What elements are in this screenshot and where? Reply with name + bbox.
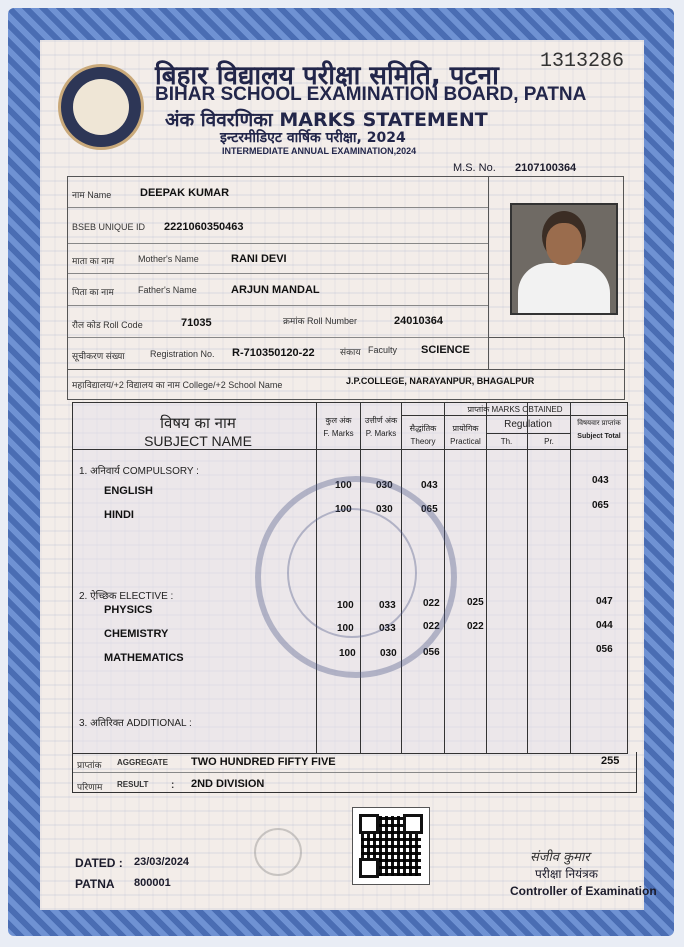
student-photo <box>510 203 618 315</box>
subject-english: ENGLISH <box>104 485 153 497</box>
mother-label-hindi: माता का नाम <box>72 256 115 266</box>
place-label: PATNA <box>75 877 115 891</box>
ms-no-label: M.S. No. <box>453 162 496 174</box>
aggregate-label-hindi: प्राप्तांक <box>77 760 102 770</box>
physics-total: 047 <box>596 596 613 607</box>
result-value: 2ND DIVISION <box>191 778 265 790</box>
mathematics-theory: 056 <box>423 647 440 658</box>
registration-label-english: Registration No. <box>150 349 215 359</box>
result-label-english: RESULT <box>117 780 149 789</box>
pass-marks-header-english: P. Marks <box>365 429 397 438</box>
regulation-header: Regulation <box>504 419 552 430</box>
emboss-emblem <box>254 828 302 876</box>
subject-hindi: HINDI <box>104 509 134 521</box>
college-row <box>67 369 625 400</box>
college-label: महाविद्यालय/+2 विद्यालय का नाम College/+2 School Name <box>72 380 283 390</box>
father-name: ARJUN MANDAL <box>231 284 320 296</box>
aggregate-result-box <box>72 752 637 793</box>
english-full-marks: 100 <box>335 480 352 491</box>
registration-number: R-710350120-22 <box>232 347 315 359</box>
unique-id: 2221060350463 <box>164 221 244 233</box>
additional-section-label: 3. अतिरिक्त ADDITIONAL : <box>79 718 192 729</box>
aggregate-label-english: AGGREGATE <box>117 758 168 767</box>
subject-mathematics: MATHEMATICS <box>104 652 184 664</box>
ms-no-value: 2107100364 <box>515 162 577 174</box>
controller-title-english: Controller of Examination <box>510 884 657 898</box>
theory-header-hindi: सैद्धांतिक <box>409 424 437 433</box>
subject-physics: PHYSICS <box>104 604 153 616</box>
dated-value: 23/03/2024 <box>134 856 190 868</box>
physics-full-marks: 100 <box>337 600 354 611</box>
full-marks-header-hindi: कुल अंक <box>325 416 352 425</box>
mathematics-pass-marks: 030 <box>380 648 397 659</box>
mother-label-english: Mother's Name <box>138 254 199 264</box>
board-name-hindi: बिहार विद्यालय परीक्षा समिति, पटना <box>155 61 499 91</box>
board-seal-watermark <box>255 476 457 678</box>
controller-signature: संजीव कुमार <box>530 850 590 865</box>
hindi-pass-marks: 030 <box>376 504 393 515</box>
place-code: 800001 <box>134 877 171 889</box>
statement-title: अंक विवरणिका MARKS STATEMENT <box>165 109 488 131</box>
mathematics-full-marks: 100 <box>339 648 356 659</box>
chemistry-pass-marks: 033 <box>379 623 396 634</box>
verification-qr-code[interactable] <box>352 807 430 885</box>
chemistry-practical: 022 <box>467 621 484 632</box>
chemistry-full-marks: 100 <box>337 623 354 634</box>
physics-practical: 025 <box>467 597 484 608</box>
father-label-english: Father's Name <box>138 285 197 295</box>
dated-label: DATED : <box>75 856 123 870</box>
subject-header-hindi: विषय का नाम <box>160 414 236 432</box>
hindi-total: 065 <box>592 500 609 511</box>
exam-name-hindi: इन्टरमीडिएट वार्षिक परीक्षा, 2024 <box>220 130 406 146</box>
regulation-practical-header: Pr. <box>544 437 554 446</box>
faculty-label-english: Faculty <box>368 345 398 355</box>
roll-number: 24010364 <box>394 315 443 327</box>
practical-header-hindi: प्रायोगिक <box>452 424 479 433</box>
subject-header-english: SUBJECT NAME <box>144 433 252 449</box>
regulation-theory-header: Th. <box>500 437 513 446</box>
roll-code-label: रौल कोड Roll Code <box>72 320 143 330</box>
student-name: DEEPAK KUMAR <box>140 187 230 199</box>
exam-name-english: INTERMEDIATE ANNUAL EXAMINATION,2024 <box>222 146 417 156</box>
hindi-full-marks: 100 <box>335 504 352 515</box>
uid-label: BSEB UNIQUE ID <box>72 222 146 232</box>
name-label: नाम Name <box>72 190 112 200</box>
practical-header-english: Practical <box>450 437 481 446</box>
english-total: 043 <box>592 475 609 486</box>
board-emblem <box>58 64 144 150</box>
chemistry-total: 044 <box>596 620 613 631</box>
hindi-theory: 065 <box>421 504 438 515</box>
roll-number-label: क्रमांक Roll Number <box>283 316 358 326</box>
full-marks-header-english: F. Marks <box>323 429 354 438</box>
english-theory: 043 <box>421 480 438 491</box>
result-colon: : <box>171 780 175 791</box>
elective-section-label: 2. ऐच्छिक ELECTIVE : <box>79 591 174 602</box>
result-label-hindi: परिणाम <box>77 782 103 792</box>
registration-label-hindi: सूचीकरण संख्या <box>72 351 125 361</box>
college-name: J.P.COLLEGE, NARAYANPUR, BHAGALPUR <box>346 376 535 386</box>
registration-row <box>67 337 625 370</box>
faculty-label-hindi: संकाय <box>340 347 361 357</box>
father-label-hindi: पिता का नाम <box>72 287 114 297</box>
aggregate-in-words: TWO HUNDRED FIFTY FIVE <box>191 756 336 768</box>
serial-number: 1313286 <box>540 50 625 73</box>
subject-chemistry: CHEMISTRY <box>104 628 169 640</box>
subject-total-header-hindi: विषयवार प्राप्तांक <box>577 420 621 427</box>
physics-theory: 022 <box>423 598 440 609</box>
pass-marks-header-hindi: उत्तीर्ण अंक <box>364 416 398 425</box>
physics-pass-marks: 033 <box>379 600 396 611</box>
faculty: SCIENCE <box>421 344 470 356</box>
theory-header-english: Theory <box>410 437 436 446</box>
chemistry-theory: 022 <box>423 621 440 632</box>
aggregate-value: 255 <box>601 755 620 767</box>
mother-name: RANI DEVI <box>231 253 287 265</box>
controller-title-hindi: परीक्षा नियंत्रक <box>535 867 598 881</box>
board-name-english: BIHAR SCHOOL EXAMINATION BOARD, PATNA <box>155 84 587 105</box>
compulsory-section-label: 1. अनिवार्य COMPULSORY : <box>79 466 199 477</box>
mathematics-total: 056 <box>596 644 613 655</box>
subject-total-header-english: Subject Total <box>577 433 621 440</box>
english-pass-marks: 030 <box>376 480 393 491</box>
marks-obtained-header: प्राप्तांक MARKS OBTAINED <box>467 405 563 414</box>
roll-code: 71035 <box>181 317 212 329</box>
